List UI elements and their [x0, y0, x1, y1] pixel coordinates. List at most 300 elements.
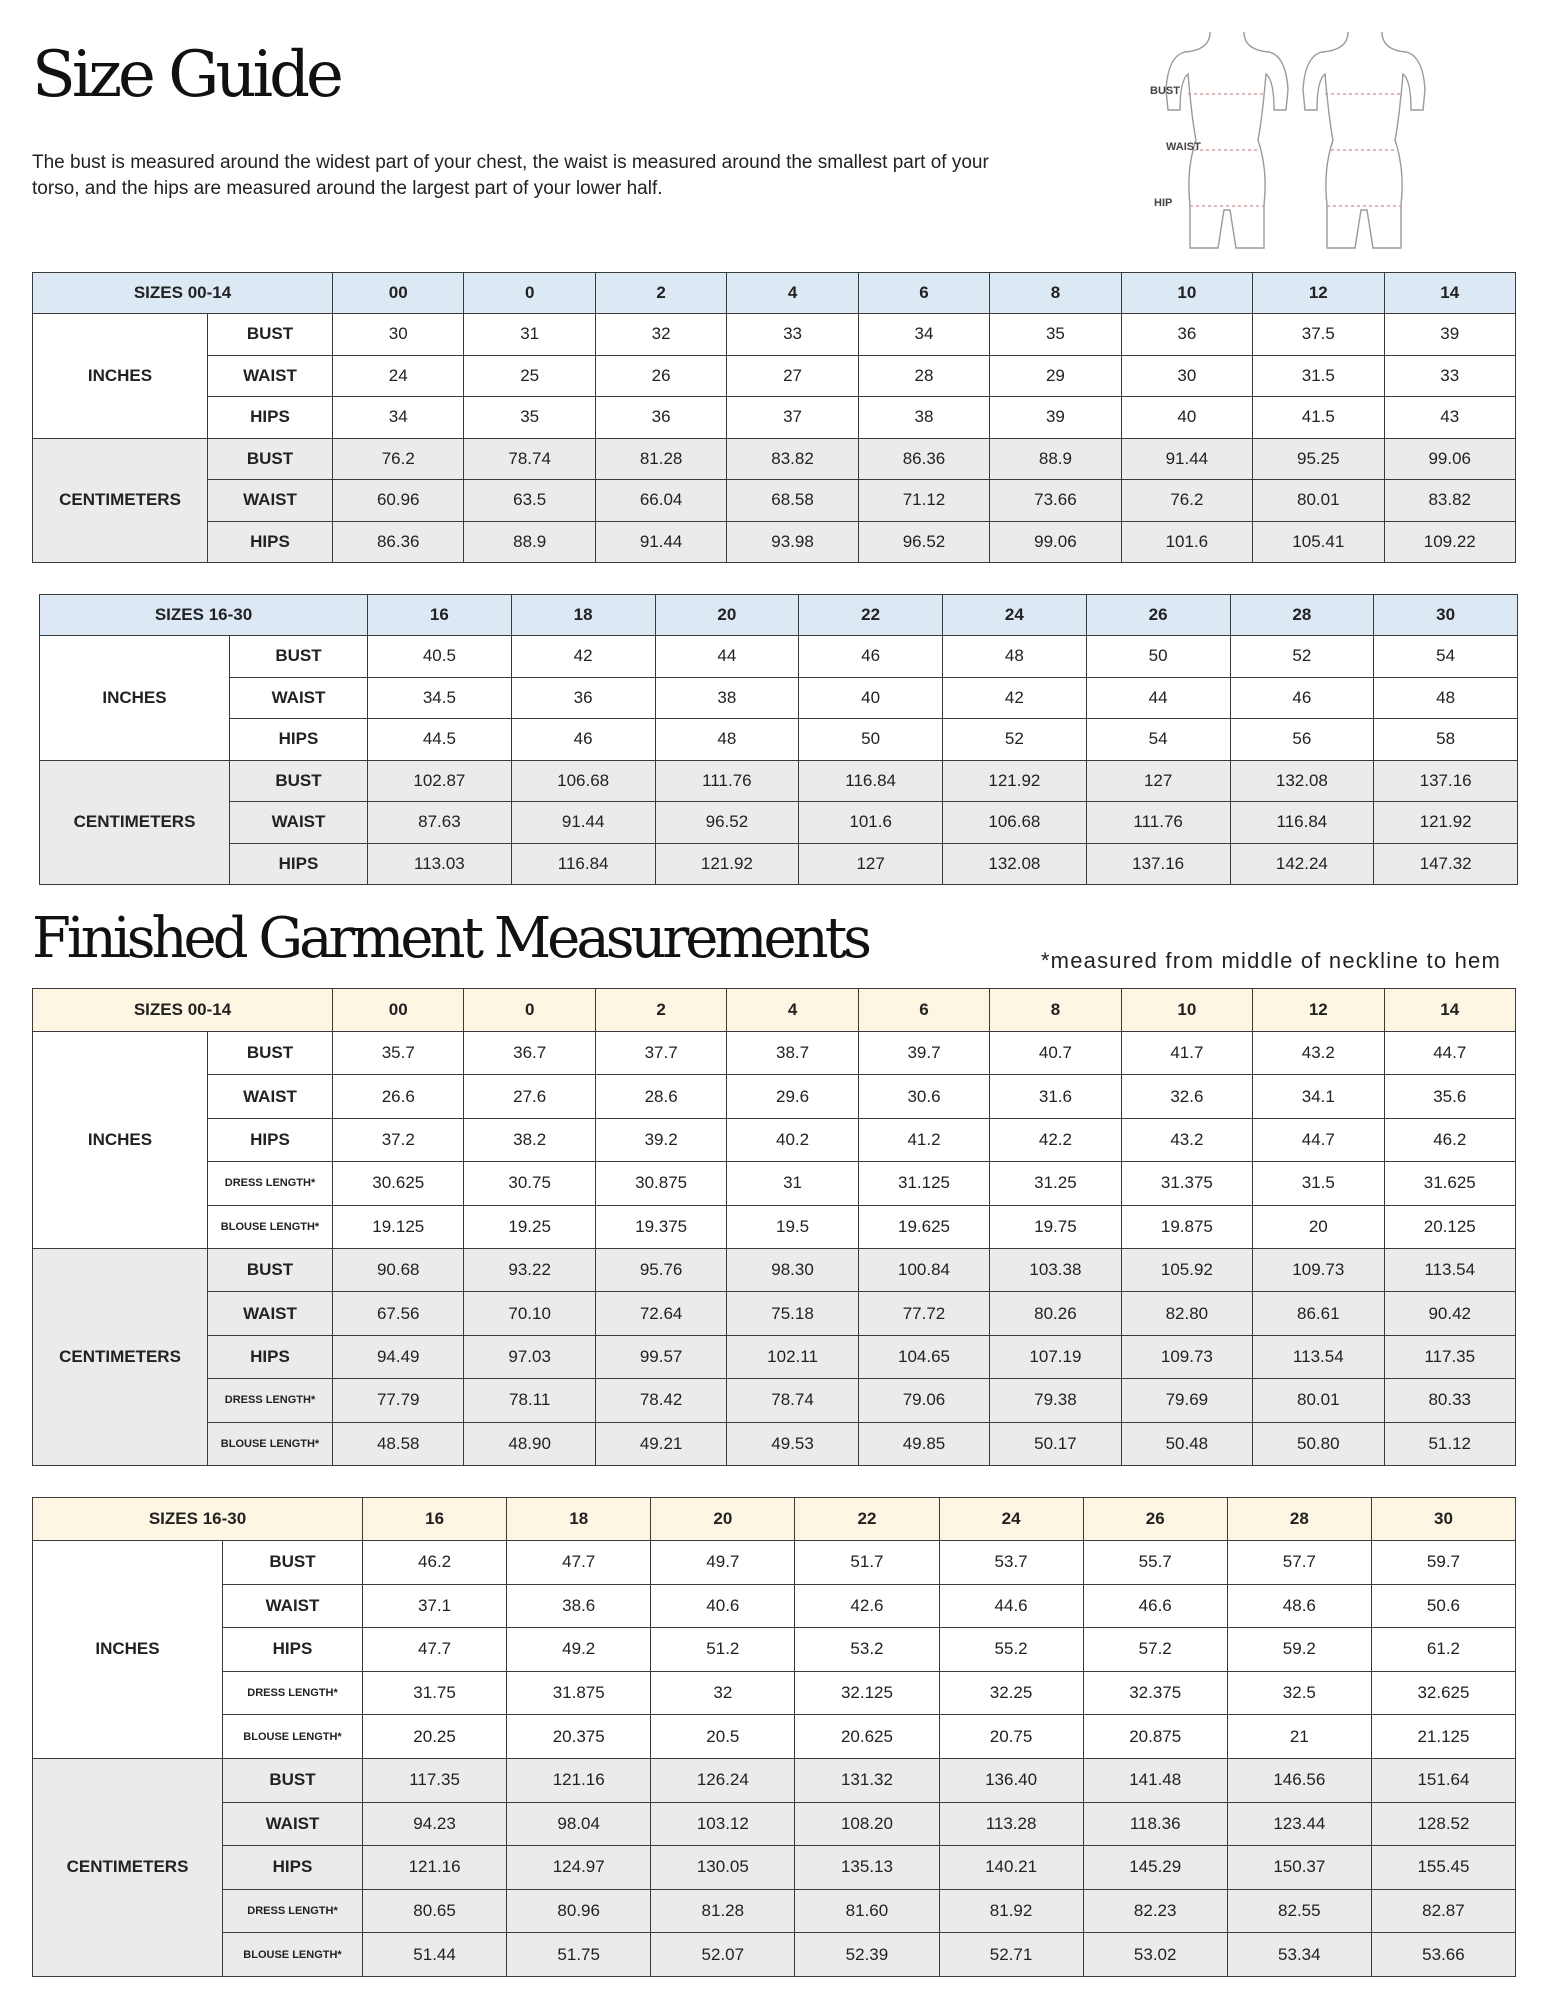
size-header: 10 — [1121, 273, 1252, 314]
table-cell: 104.65 — [858, 1335, 989, 1378]
table-cell: 50 — [1086, 636, 1230, 678]
table-cell: 73.66 — [990, 480, 1121, 522]
table-cell: 42.6 — [795, 1584, 939, 1628]
table-cell: 49.7 — [651, 1541, 795, 1585]
table-cell: 52.39 — [795, 1933, 939, 1977]
table-cell: 77.72 — [858, 1292, 989, 1335]
measurement-label: BUST — [230, 760, 368, 802]
unit-group-label: INCHES — [40, 636, 230, 761]
table-cell: 52.71 — [939, 1933, 1083, 1977]
size-header: 16 — [363, 1498, 507, 1541]
table-cell: 80.65 — [363, 1889, 507, 1933]
size-header: 14 — [1384, 273, 1515, 314]
table-cell: 46.2 — [363, 1541, 507, 1585]
table-cell: 30.75 — [464, 1162, 595, 1205]
table-cell: 37 — [727, 397, 858, 439]
table-cell: 59.2 — [1227, 1628, 1371, 1672]
table-cell: 33 — [727, 314, 858, 356]
unit-group-label: INCHES — [33, 1032, 208, 1249]
table-cell: 137.16 — [1086, 843, 1230, 885]
size-header: 00 — [333, 273, 464, 314]
size-header: 30 — [1371, 1498, 1515, 1541]
table-row — [40, 636, 1518, 678]
unit-group-label: INCHES — [33, 314, 208, 439]
measurement-label: HIPS — [223, 1628, 363, 1672]
table-cell: 44.5 — [368, 719, 512, 761]
measurement-label: HIPS — [208, 521, 333, 563]
table-cell: 116.84 — [511, 843, 655, 885]
measurement-label: WAIST — [208, 355, 333, 397]
table-cell: 116.84 — [799, 760, 943, 802]
table-cell: 50.17 — [990, 1422, 1121, 1465]
table-cell: 49.53 — [727, 1422, 858, 1465]
table-cell: 32 — [595, 314, 726, 356]
table-row — [33, 1379, 1516, 1422]
table-cell: 34 — [333, 397, 464, 439]
size-header: 20 — [655, 595, 799, 636]
table-cell: 60.96 — [333, 480, 464, 522]
size-header: 26 — [1083, 1498, 1227, 1541]
table-cell: 19.5 — [727, 1205, 858, 1248]
table-row — [33, 1802, 1516, 1846]
table-cell: 49.21 — [595, 1422, 726, 1465]
table-row — [33, 521, 1516, 563]
table-cell: 52 — [943, 719, 1087, 761]
table-cell: 137.16 — [1374, 760, 1518, 802]
table-cell: 80.33 — [1384, 1379, 1515, 1422]
table-cell: 76.2 — [1121, 480, 1252, 522]
table-cell: 82.55 — [1227, 1889, 1371, 1933]
table-cell: 80.01 — [1253, 1379, 1384, 1422]
table-cell: 48.6 — [1227, 1584, 1371, 1628]
table-cell: 117.35 — [1384, 1335, 1515, 1378]
table-cell: 106.68 — [511, 760, 655, 802]
table-cell: 30.875 — [595, 1162, 726, 1205]
table-cell: 36 — [595, 397, 726, 439]
table-cell: 81.60 — [795, 1889, 939, 1933]
size-header: 0 — [464, 989, 595, 1032]
table-cell: 113.54 — [1253, 1335, 1384, 1378]
table-row — [33, 1205, 1516, 1248]
measurement-label: DRESS LENGTH* — [223, 1889, 363, 1933]
size-header: 20 — [651, 1498, 795, 1541]
size-header: 12 — [1253, 989, 1384, 1032]
table-cell: 37.1 — [363, 1584, 507, 1628]
table-cell: 91.44 — [511, 802, 655, 844]
table-cell: 94.49 — [333, 1335, 464, 1378]
table-cell: 35.6 — [1384, 1075, 1515, 1118]
table-cell: 77.79 — [333, 1379, 464, 1422]
table-cell: 136.40 — [939, 1758, 1083, 1802]
table-cell: 51.7 — [795, 1541, 939, 1585]
table-cell: 46 — [511, 719, 655, 761]
table-cell: 51.44 — [363, 1933, 507, 1977]
table-cell: 38 — [655, 677, 799, 719]
sizes-range-label: SIZES 16-30 — [33, 1498, 363, 1541]
table-cell: 44.6 — [939, 1584, 1083, 1628]
table-cell: 95.25 — [1253, 438, 1384, 480]
table-cell: 121.16 — [507, 1758, 651, 1802]
size-table-finished-16-30 — [32, 1497, 1516, 1977]
table-cell: 56 — [1230, 719, 1374, 761]
table-cell: 31.75 — [363, 1671, 507, 1715]
size-header: 6 — [858, 989, 989, 1032]
table-cell: 37.7 — [595, 1032, 726, 1075]
measurement-label: BUST — [208, 314, 333, 356]
table-cell: 83.82 — [727, 438, 858, 480]
table-cell: 54 — [1086, 719, 1230, 761]
measurement-label: HIPS — [230, 719, 368, 761]
measurement-label: BLOUSE LENGTH* — [208, 1422, 333, 1465]
table-row — [40, 719, 1518, 761]
table-row — [33, 314, 1516, 356]
table-cell: 57.7 — [1227, 1541, 1371, 1585]
header-row — [33, 273, 1516, 314]
table-cell: 151.64 — [1371, 1758, 1515, 1802]
size-header: 28 — [1227, 1498, 1371, 1541]
table-cell: 40.5 — [368, 636, 512, 678]
table-cell: 50 — [799, 719, 943, 761]
table-cell: 53.02 — [1083, 1933, 1227, 1977]
table-row — [40, 760, 1518, 802]
table-cell: 146.56 — [1227, 1758, 1371, 1802]
table-cell: 78.74 — [727, 1379, 858, 1422]
measurement-label: BLOUSE LENGTH* — [223, 1933, 363, 1977]
measurement-label: WAIST — [230, 677, 368, 719]
table-cell: 49.85 — [858, 1422, 989, 1465]
table-cell: 63.5 — [464, 480, 595, 522]
table-cell: 44.7 — [1253, 1118, 1384, 1161]
size-header: 18 — [511, 595, 655, 636]
table-cell: 31.375 — [1121, 1162, 1252, 1205]
size-header: 26 — [1086, 595, 1230, 636]
table-cell: 36 — [1121, 314, 1252, 356]
table-cell: 78.11 — [464, 1379, 595, 1422]
table-row — [40, 843, 1518, 885]
table-row — [33, 1671, 1516, 1715]
table-cell: 95.76 — [595, 1248, 726, 1291]
table-cell: 102.87 — [368, 760, 512, 802]
table-cell: 26 — [595, 355, 726, 397]
measurement-label: WAIST — [223, 1584, 363, 1628]
size-header: 10 — [1121, 989, 1252, 1032]
table-cell: 30 — [333, 314, 464, 356]
size-header: 14 — [1384, 989, 1515, 1032]
table-cell: 36.7 — [464, 1032, 595, 1075]
table-cell: 41.7 — [1121, 1032, 1252, 1075]
size-header: 2 — [595, 989, 726, 1032]
table-cell: 121.92 — [1374, 802, 1518, 844]
table-row — [40, 677, 1518, 719]
table-cell: 117.35 — [363, 1758, 507, 1802]
table-cell: 19.625 — [858, 1205, 989, 1248]
table-cell: 32.625 — [1371, 1671, 1515, 1715]
table-cell: 111.76 — [1086, 802, 1230, 844]
size-header: 18 — [507, 1498, 651, 1541]
table-cell: 101.6 — [799, 802, 943, 844]
table-cell: 46 — [799, 636, 943, 678]
table-cell: 140.21 — [939, 1846, 1083, 1890]
table-cell: 20 — [1253, 1205, 1384, 1248]
table-cell: 108.20 — [795, 1802, 939, 1846]
table-cell: 98.04 — [507, 1802, 651, 1846]
table-cell: 81.92 — [939, 1889, 1083, 1933]
table-cell: 79.69 — [1121, 1379, 1252, 1422]
table-cell: 66.04 — [595, 480, 726, 522]
size-table-size-16-30 — [39, 594, 1518, 885]
table-cell: 46.2 — [1384, 1118, 1515, 1161]
table-row — [33, 1118, 1516, 1161]
table-cell: 100.84 — [858, 1248, 989, 1291]
page-title: Size Guide — [32, 38, 340, 112]
table-cell: 30.625 — [333, 1162, 464, 1205]
table-cell: 30 — [1121, 355, 1252, 397]
table-row — [33, 1248, 1516, 1291]
table-cell: 80.26 — [990, 1292, 1121, 1335]
size-header: 0 — [464, 273, 595, 314]
table-cell: 32.25 — [939, 1671, 1083, 1715]
table-cell: 53.2 — [795, 1628, 939, 1672]
table-cell: 34.1 — [1253, 1075, 1384, 1118]
table-cell: 76.2 — [333, 438, 464, 480]
table-cell: 19.25 — [464, 1205, 595, 1248]
table-cell: 31.6 — [990, 1075, 1121, 1118]
table-cell: 19.375 — [595, 1205, 726, 1248]
table-cell: 49.2 — [507, 1628, 651, 1672]
table-cell: 39 — [990, 397, 1121, 439]
table-cell: 48.90 — [464, 1422, 595, 1465]
table-cell: 19.75 — [990, 1205, 1121, 1248]
table-cell: 50.6 — [1371, 1584, 1515, 1628]
table-cell: 91.44 — [1121, 438, 1252, 480]
table-row — [33, 1846, 1516, 1890]
table-cell: 38.6 — [507, 1584, 651, 1628]
table-cell: 29 — [990, 355, 1121, 397]
table-cell: 79.06 — [858, 1379, 989, 1422]
table-cell: 20.375 — [507, 1715, 651, 1759]
table-cell: 43.2 — [1253, 1032, 1384, 1075]
table-cell: 53.66 — [1371, 1933, 1515, 1977]
table-cell: 145.29 — [1083, 1846, 1227, 1890]
table-cell: 58 — [1374, 719, 1518, 761]
measurement-label: WAIST — [223, 1802, 363, 1846]
table-cell: 81.28 — [595, 438, 726, 480]
table-cell: 50.80 — [1253, 1422, 1384, 1465]
table-cell: 54 — [1374, 636, 1518, 678]
sizes-range-label: SIZES 00-14 — [33, 273, 333, 314]
measurement-label: DRESS LENGTH* — [208, 1162, 333, 1205]
table-cell: 90.42 — [1384, 1292, 1515, 1335]
table-cell: 142.24 — [1230, 843, 1374, 885]
figure-label-hip: HIP — [1154, 197, 1173, 209]
table-cell: 109.22 — [1384, 521, 1515, 563]
table-cell: 41.5 — [1253, 397, 1384, 439]
size-table-finished-00-14 — [32, 988, 1516, 1466]
table-cell: 155.45 — [1371, 1846, 1515, 1890]
table-cell: 93.98 — [727, 521, 858, 563]
measurement-label: BUST — [223, 1541, 363, 1585]
table-cell: 24 — [333, 355, 464, 397]
table-row — [33, 1292, 1516, 1335]
table-row — [33, 1541, 1516, 1585]
table-cell: 93.22 — [464, 1248, 595, 1291]
figure-label-bust: BUST — [1150, 85, 1180, 97]
table-cell: 132.08 — [943, 843, 1087, 885]
size-header: 00 — [333, 989, 464, 1032]
table-cell: 103.38 — [990, 1248, 1121, 1291]
table-cell: 123.44 — [1227, 1802, 1371, 1846]
table-row — [33, 1933, 1516, 1977]
table-cell: 28.6 — [595, 1075, 726, 1118]
table-cell: 52 — [1230, 636, 1374, 678]
measurement-label: HIPS — [208, 397, 333, 439]
table-cell: 82.80 — [1121, 1292, 1252, 1335]
figure-label-waist: WAIST — [1166, 141, 1201, 153]
size-header: 8 — [990, 273, 1121, 314]
table-cell: 20.125 — [1384, 1205, 1515, 1248]
table-cell: 109.73 — [1253, 1248, 1384, 1291]
unit-group-label: CENTIMETERS — [33, 438, 208, 563]
size-header: 24 — [939, 1498, 1083, 1541]
size-header: 2 — [595, 273, 726, 314]
table-cell: 20.75 — [939, 1715, 1083, 1759]
table-row — [33, 480, 1516, 522]
table-cell: 32 — [651, 1671, 795, 1715]
table-cell: 67.56 — [333, 1292, 464, 1335]
table-cell: 20.875 — [1083, 1715, 1227, 1759]
size-header: 22 — [799, 595, 943, 636]
measurement-label: BUST — [208, 438, 333, 480]
table-cell: 50.48 — [1121, 1422, 1252, 1465]
table-row — [33, 1584, 1516, 1628]
measurement-label: HIPS — [223, 1846, 363, 1890]
table-row — [33, 1075, 1516, 1118]
table-cell: 31 — [727, 1162, 858, 1205]
table-cell: 59.7 — [1371, 1541, 1515, 1585]
table-cell: 57.2 — [1083, 1628, 1227, 1672]
size-header: 8 — [990, 989, 1121, 1032]
size-header: 4 — [727, 989, 858, 1032]
table-cell: 21 — [1227, 1715, 1371, 1759]
table-cell: 80.96 — [507, 1889, 651, 1933]
measurement-label: WAIST — [208, 1075, 333, 1118]
table-cell: 41.2 — [858, 1118, 989, 1161]
table-cell: 38.2 — [464, 1118, 595, 1161]
table-cell: 48.58 — [333, 1422, 464, 1465]
table-cell: 113.03 — [368, 843, 512, 885]
table-cell: 124.97 — [507, 1846, 651, 1890]
table-cell: 31.625 — [1384, 1162, 1515, 1205]
table-cell: 78.74 — [464, 438, 595, 480]
table-cell: 83.82 — [1384, 480, 1515, 522]
table-cell: 25 — [464, 355, 595, 397]
table-cell: 31.125 — [858, 1162, 989, 1205]
measurement-label: BUST — [230, 636, 368, 678]
table-cell: 35 — [990, 314, 1121, 356]
size-table-size-00-14 — [32, 272, 1516, 563]
table-row — [40, 802, 1518, 844]
table-cell: 40.2 — [727, 1118, 858, 1161]
table-row — [33, 355, 1516, 397]
table-cell: 44 — [655, 636, 799, 678]
measurement-label: BUST — [223, 1758, 363, 1802]
table-cell: 55.7 — [1083, 1541, 1227, 1585]
table-cell: 127 — [799, 843, 943, 885]
table-cell: 72.64 — [595, 1292, 726, 1335]
unit-group-label: CENTIMETERS — [40, 760, 230, 885]
table-row — [33, 438, 1516, 480]
table-cell: 97.03 — [464, 1335, 595, 1378]
table-cell: 37.5 — [1253, 314, 1384, 356]
table-cell: 61.2 — [1371, 1628, 1515, 1672]
table-cell: 86.36 — [333, 521, 464, 563]
table-cell: 118.36 — [1083, 1802, 1227, 1846]
measurement-label: WAIST — [208, 480, 333, 522]
table-cell: 30.6 — [858, 1075, 989, 1118]
table-cell: 101.6 — [1121, 521, 1252, 563]
table-cell: 43.2 — [1121, 1118, 1252, 1161]
size-header: 16 — [368, 595, 512, 636]
table-cell: 88.9 — [464, 521, 595, 563]
table-cell: 99.06 — [1384, 438, 1515, 480]
table-cell: 70.10 — [464, 1292, 595, 1335]
table-cell: 38 — [858, 397, 989, 439]
table-cell: 127 — [1086, 760, 1230, 802]
table-cell: 102.11 — [727, 1335, 858, 1378]
table-cell: 32.5 — [1227, 1671, 1371, 1715]
measurement-label: HIPS — [208, 1335, 333, 1378]
table-cell: 131.32 — [795, 1758, 939, 1802]
table-cell: 103.12 — [651, 1802, 795, 1846]
table-cell: 46.6 — [1083, 1584, 1227, 1628]
table-cell: 113.54 — [1384, 1248, 1515, 1291]
intro-text: The bust is measured around the widest part of your chest, the waist is measured around the smallest part of your torso, and the hips are measured around the largest part of your lower half. — [32, 152, 989, 199]
table-cell: 55.2 — [939, 1628, 1083, 1672]
table-cell: 99.57 — [595, 1335, 726, 1378]
table-cell: 82.23 — [1083, 1889, 1227, 1933]
table-cell: 28 — [858, 355, 989, 397]
table-cell: 107.19 — [990, 1335, 1121, 1378]
size-header: 4 — [727, 273, 858, 314]
header-row — [33, 1498, 1516, 1541]
size-header: 12 — [1253, 273, 1384, 314]
measurement-label: BUST — [208, 1248, 333, 1291]
table-cell: 42 — [511, 636, 655, 678]
table-cell: 96.52 — [655, 802, 799, 844]
table-row — [33, 1032, 1516, 1075]
table-row — [33, 397, 1516, 439]
table-cell: 31.5 — [1253, 1162, 1384, 1205]
table-cell: 71.12 — [858, 480, 989, 522]
header-row — [40, 595, 1518, 636]
table-cell: 86.36 — [858, 438, 989, 480]
body-measurement-figure — [1150, 10, 1490, 255]
table-cell: 48 — [943, 636, 1087, 678]
table-cell: 121.16 — [363, 1846, 507, 1890]
measurement-label: DRESS LENGTH* — [208, 1379, 333, 1422]
size-header: 6 — [858, 273, 989, 314]
table-cell: 31.5 — [1253, 355, 1384, 397]
table-cell: 90.68 — [333, 1248, 464, 1291]
table-cell: 88.9 — [990, 438, 1121, 480]
table-cell: 26.6 — [333, 1075, 464, 1118]
table-cell: 38.7 — [727, 1032, 858, 1075]
table-cell: 43 — [1384, 397, 1515, 439]
table-cell: 105.41 — [1253, 521, 1384, 563]
table-cell: 39.7 — [858, 1032, 989, 1075]
table-cell: 40 — [799, 677, 943, 719]
unit-group-label: CENTIMETERS — [33, 1758, 223, 1976]
